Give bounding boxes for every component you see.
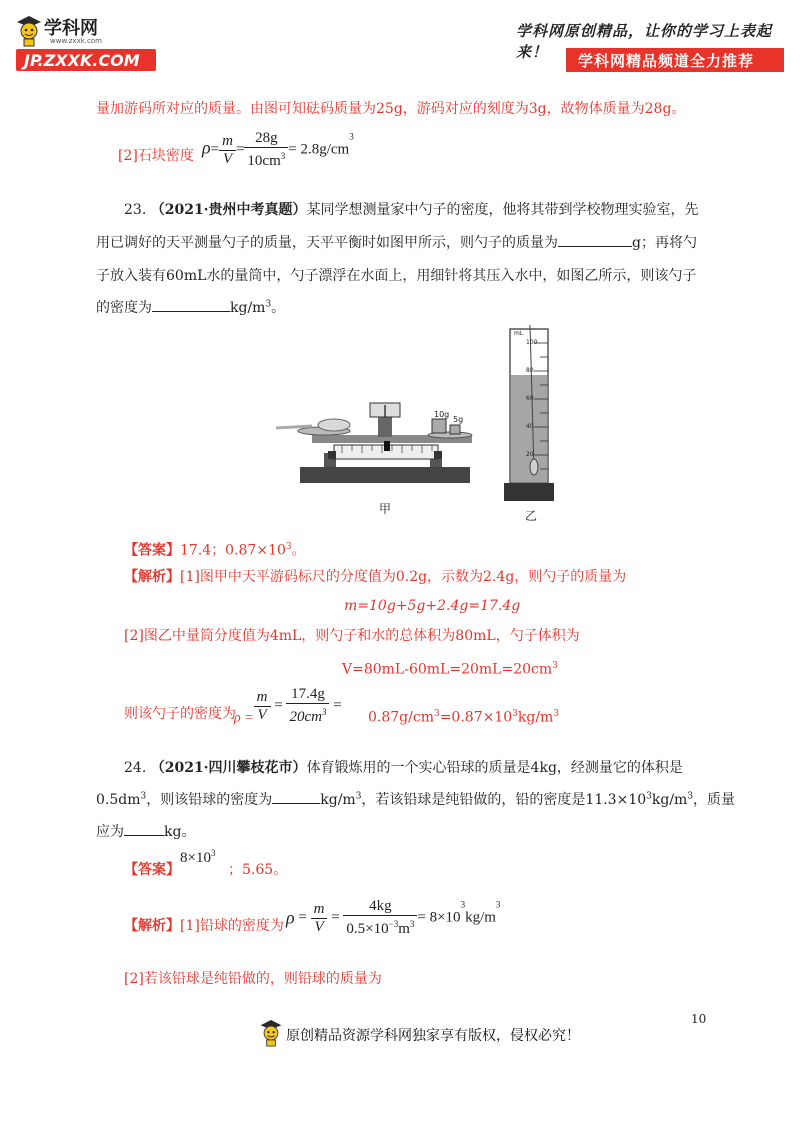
q23-density-formula: ρ = $\frac{m}{V}$ = $\frac{17.4g}{20cm^3}$ =	[234, 686, 342, 726]
answer-blank	[558, 232, 632, 247]
answer-label: 【答案】	[124, 542, 180, 559]
q23-line1: 23. （2021·贵州中考真题）某同学想测量家中勺子的密度，他将其带到学校物理实验室，先	[124, 202, 699, 218]
cylinder-unit: mL	[514, 330, 524, 337]
header-tagline: 学科网精品频道全力推荐	[578, 52, 755, 70]
rho-symbol: ρ	[202, 137, 211, 158]
header-slogan: 学科网原创精品，让你的学习上表起来！	[516, 22, 773, 61]
q24-analysis-1	[124, 896, 644, 942]
page-number: 10	[691, 1012, 707, 1026]
fig2-caption: 乙	[525, 509, 538, 523]
cylinder-base	[504, 483, 554, 501]
footer-notice: 原创精品资源学科网独家享有版权，侵权必究！	[286, 1028, 580, 1044]
logo-text: 学科网	[44, 18, 98, 39]
answer-blank	[272, 789, 320, 804]
answer-blank	[152, 297, 230, 312]
spoon-bowl	[318, 419, 350, 431]
q24-answer: 【答案】 $8\times 10^3$ ；5.65。	[124, 848, 288, 878]
answer-label: 【答案】	[124, 862, 180, 878]
weight-5g-label: 5g	[453, 415, 464, 424]
q23-analysis-4: $V=80mL-60mL=20mL=20cm^3$	[342, 661, 558, 678]
prev-density-label: [2]石块密度	[118, 148, 194, 164]
q24-line2: $0.5dm^3$，则该铅球的密度为 $kg/m^3$，若该铅球是纯铅做的，铅的密度是$11.3\times 10^3kg/m^3$，质量	[96, 789, 735, 809]
analysis-label: 【解析】	[124, 918, 180, 934]
q23-density-result: $0.87g/cm^3=0.87\times 10^3kg/m^3$	[368, 709, 560, 726]
weight-5g	[450, 425, 460, 434]
logo-sub: www.zxxk.com	[50, 37, 102, 45]
q24-line1: 24. （2021·四川攀枝花市）体育锻炼用的一个实心铅球的质量是4kg，经测量它的体积是	[124, 760, 683, 776]
fraction-mv: $\frac{m}{V}$	[219, 133, 236, 168]
q23-analysis-5: 则该勺子的密度为 ρ = $\frac{m}{V}$ = $\frac{17.4g}{20cm^3}$ = $0.87g/cm^3=0.87\times 10^3kg/m^3$	[124, 686, 560, 726]
spoon-submerged	[530, 459, 538, 475]
q23-source: （2021·贵州中考真题）	[150, 202, 307, 218]
cyl-tick-40: 40	[526, 423, 534, 430]
fraction-values: $\frac{28g}{10cm^3}$	[244, 130, 288, 170]
balance-base	[300, 467, 470, 483]
q24-number: 24.	[124, 760, 147, 776]
q24-analysis-2: [2]若该铅球是纯铅做的，则铅球的质量为	[124, 971, 382, 987]
q23-line4: 的密度为 $kg/m^3$。	[96, 297, 285, 317]
q24-analysis-label: 【解析】[1]铅球的密度为	[124, 918, 284, 934]
header	[0, 0, 800, 80]
footer-mascot-icon	[258, 1018, 284, 1048]
q24-density-formula: ρ = $\frac{m}{V}$ = $\frac{4kg}{0.5\times 10^{-3}m^3}$ = $8\times 10^3kg/m^3$	[286, 898, 501, 937]
q23-answer: 【答案】17.4；$0.87\times 10^3$。	[124, 542, 306, 559]
prev-line1: 量加游码所对应的质量。由图可知砝码质量为25g，游码对应的刻度为3g，故物体质量为28g。	[96, 101, 686, 117]
cylinder-figure	[500, 325, 560, 505]
center-post	[378, 417, 392, 437]
q24-line3: 应为 kg。	[96, 821, 195, 841]
cyl-tick-20: 20	[526, 451, 534, 458]
balance-figure	[272, 395, 484, 497]
q23-line2: 用已调好的天平测量勺子的质量，天平平衡时如图甲所示，则勺子的质量为 g；再将勺	[96, 232, 697, 252]
q23-number: 23.	[124, 202, 147, 218]
q23-analysis-2: m=10g+5g+2.4g=17.4g	[344, 598, 521, 614]
cyl-tick-60: 60	[526, 395, 534, 402]
rider-weight	[384, 441, 390, 451]
analysis-label: 【解析】	[124, 569, 180, 585]
logo-banner-text: JP.ZXXK.COM	[24, 51, 140, 70]
q23-line3: 子放入装有60mL水的量筒中，勺子漂浮在水面上，用细针将其压入水中，如图乙所示，则该勺子	[96, 268, 697, 284]
fig1-caption: 甲	[379, 502, 392, 516]
logo-mascot-icon	[14, 14, 44, 48]
answer-blank	[124, 821, 164, 836]
q24-source: （2021·四川攀枝花市）	[150, 760, 307, 776]
cyl-tick-80: 80	[526, 367, 534, 374]
q23-analysis-3: [2]图乙中量筒分度值为4mL，则勺子和水的总体积为80mL，勺子体积为	[124, 628, 580, 644]
cyl-tick-100: 100	[526, 339, 538, 346]
spoon-handle	[276, 426, 312, 428]
weight-10g	[432, 419, 446, 433]
prev-formula: ρ= $\frac{m}{V}$ = $\frac{28g}{10cm^3}$ = $2.8g/cm^3$	[202, 130, 354, 169]
weight-10g-label: 10g	[434, 410, 450, 419]
q23-analysis-1: 【解析】[1]图甲中天平游码标尺的分度值为0.2g，示数为2.4g，则勺子的质量为	[124, 569, 627, 585]
